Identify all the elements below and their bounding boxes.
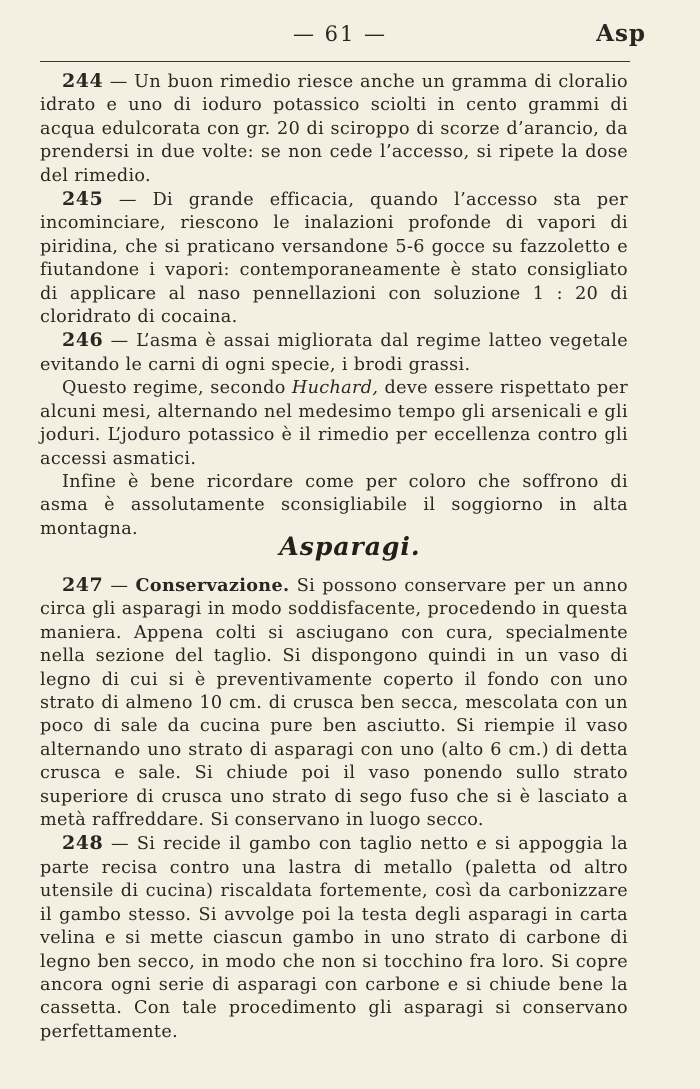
paragraph-245 bbox=[40, 188, 628, 329]
section-title: Asparagi. bbox=[279, 532, 421, 561]
paragraph-247 bbox=[40, 574, 628, 832]
page-header bbox=[40, 18, 646, 54]
paragraph-246 bbox=[40, 329, 628, 377]
paragraph-text: Questo regime, secondo bbox=[62, 378, 292, 399]
paragraph-248 bbox=[40, 832, 628, 1044]
paragraph-dash: — bbox=[103, 576, 136, 596]
author-name: Huchard, bbox=[291, 378, 379, 399]
header-rule bbox=[40, 61, 630, 62]
paragraph-heading: Conservazione. bbox=[135, 575, 290, 596]
paragraph-244 bbox=[40, 70, 628, 188]
paragraph-text: Infine è bene ricordare come per coloro che soffrono di asma è assolutamente sconsigliabile il soggiorno in alta montagna. bbox=[40, 471, 628, 539]
paragraph-number: 244 bbox=[62, 70, 104, 92]
running-head: Asp bbox=[596, 20, 646, 47]
paragraph-text: — Si recide il gambo con taglio netto e si appoggia la parte recisa contro una lastra di metallo (paletta od altro utensile di cucina) riscaldata fortemente, così da carbonizzare il gambo stesso. Si avvolge poi la testa degli asparagi in carta velina e si mette ciascun gambo in uno strato di carbone di legno ben secco, in modo che non si tocchino fra loro. Si copre ancora ogni serie di asparagi con carbone e si chiude bene la cassetta. Con tale procedimento gli asparagi si conservano perfettamente. bbox=[40, 834, 628, 1042]
paragraph-text: — Un buon rimedio riesce anche un gramma di cloralio idrato e uno di ioduro potassico sciolti in cento grammi di acqua edulcorata con gr. 20 di sciroppo di scorze d’arancio, da prendersi in due volte: se non cede l’accesso, si ripete la dose del rimedio. bbox=[40, 72, 628, 186]
page-number: — 61 — bbox=[292, 22, 388, 46]
paragraph-text: Si possono conservare per un anno circa gli asparagi in modo soddisfacente, procedendo in questa maniera. Appena colti si asciugano con cura, specialmente nella sezione del taglio. Si dispongono quindi in un vaso di legno di cui si è preventivamente coperto il fondo con uno strato di almeno 10 cm. di crusca ben secca, mescolata con un poco di sale da cucina pure ben asciutto. Si riempie il vaso alternando uno strato di asparagi con uno (alto 6 cm.) di detta crusca e sale. Si chiude poi il vaso ponendo sullo strato superiore di crusca uno strato di sego fuso che si è lasciato a metà raffreddare. Si conservano in luogo secco. bbox=[40, 576, 628, 831]
paragraph-number: 248 bbox=[62, 832, 104, 855]
asparagus-section-text bbox=[40, 574, 628, 1044]
paragraph-number: 247 bbox=[62, 574, 104, 596]
paragraph-text: deve essere rispettato per alcuni mesi, alternando nel medesimo tempo gli arsenicali e gli joduri. L’joduro potassico è il rimedio per eccellenza contro gli accessi asmatici. bbox=[40, 378, 628, 469]
paragraph-246-regime bbox=[40, 377, 628, 471]
paragraph-246-mountain bbox=[40, 471, 628, 541]
paragraph-number: 245 bbox=[62, 188, 104, 211]
paragraph-number: 246 bbox=[62, 329, 104, 352]
paragraph-text: — Di grande efficacia, quando l’accesso sta per incominciare, riescono le inalazioni profonde di vapori di piridina, che si praticano versandone 5-6 gocce su fazzoletto e fiutandone i vapori: contemporaneamente è stato consigliato di applicare al naso pennellazioni con soluzione 1 : 20 di cloridrato di cocaina. bbox=[40, 190, 628, 328]
paragraph-text: — L’asma è assai migliorata dal regime latteo vegetale evitando le carni di ogni specie, i brodi grassi. bbox=[40, 331, 628, 375]
asthma-section-text bbox=[40, 70, 628, 541]
